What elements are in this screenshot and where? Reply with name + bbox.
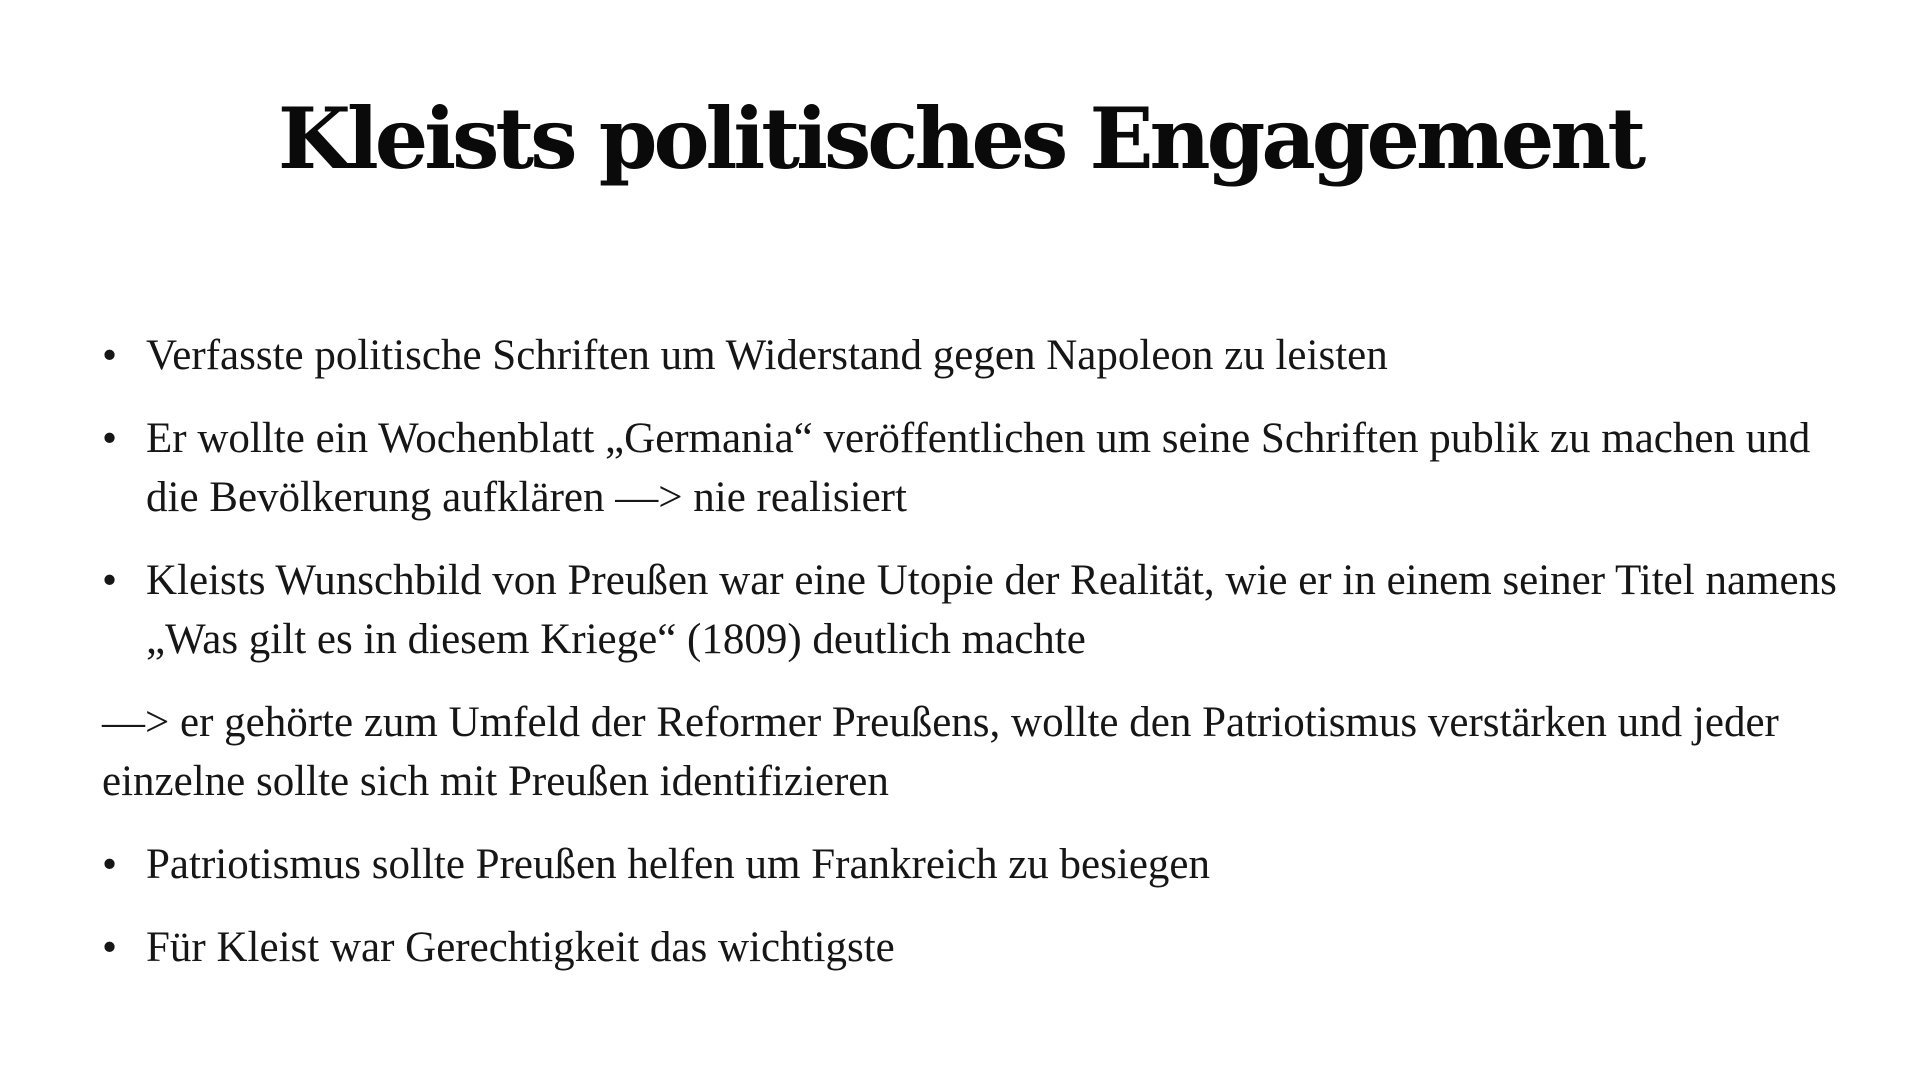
bullet-item [102, 835, 1842, 894]
bullet-icon: • [102, 557, 118, 604]
bullet-icon: • [102, 924, 118, 971]
bullet-text: Er wollte ein Wochenblatt „Germania“ veröffentlichen um seine Schriften publik zu machen und die Bevölkerung aufklären —> nie realisiert [146, 415, 1811, 521]
bullet-item [102, 918, 1842, 977]
bullet-text: Für Kleist war Gerechtigkeit das wichtigste [146, 924, 895, 971]
bullet-item [102, 409, 1842, 527]
bullet-text: Patriotismus sollte Preußen helfen um Frankreich zu besiegen [146, 841, 1210, 888]
bullet-icon: • [102, 332, 118, 379]
bullet-text: Verfasste politische Schriften um Widerstand gegen Napoleon zu leisten [146, 332, 1388, 379]
slide-content [102, 326, 1842, 1001]
bullet-item [102, 326, 1842, 385]
conclusion-paragraph: —> er gehörte zum Umfeld der Reformer Preußens, wollte den Patriotismus verstärken und jeder einzelne sollte sich mit Preußen identifizieren [102, 699, 1779, 805]
slide-title: Kleists politisches Engagement [277, 89, 1643, 188]
bullet-icon: • [102, 841, 118, 888]
bullet-icon: • [102, 415, 118, 462]
bullet-text: Kleists Wunschbild von Preußen war eine Utopie der Realität, wie er in einem seiner Titel namens „Was gilt es in diesem Kriege“ (1809) deutlich machte [146, 557, 1837, 663]
bullet-item [102, 551, 1842, 669]
